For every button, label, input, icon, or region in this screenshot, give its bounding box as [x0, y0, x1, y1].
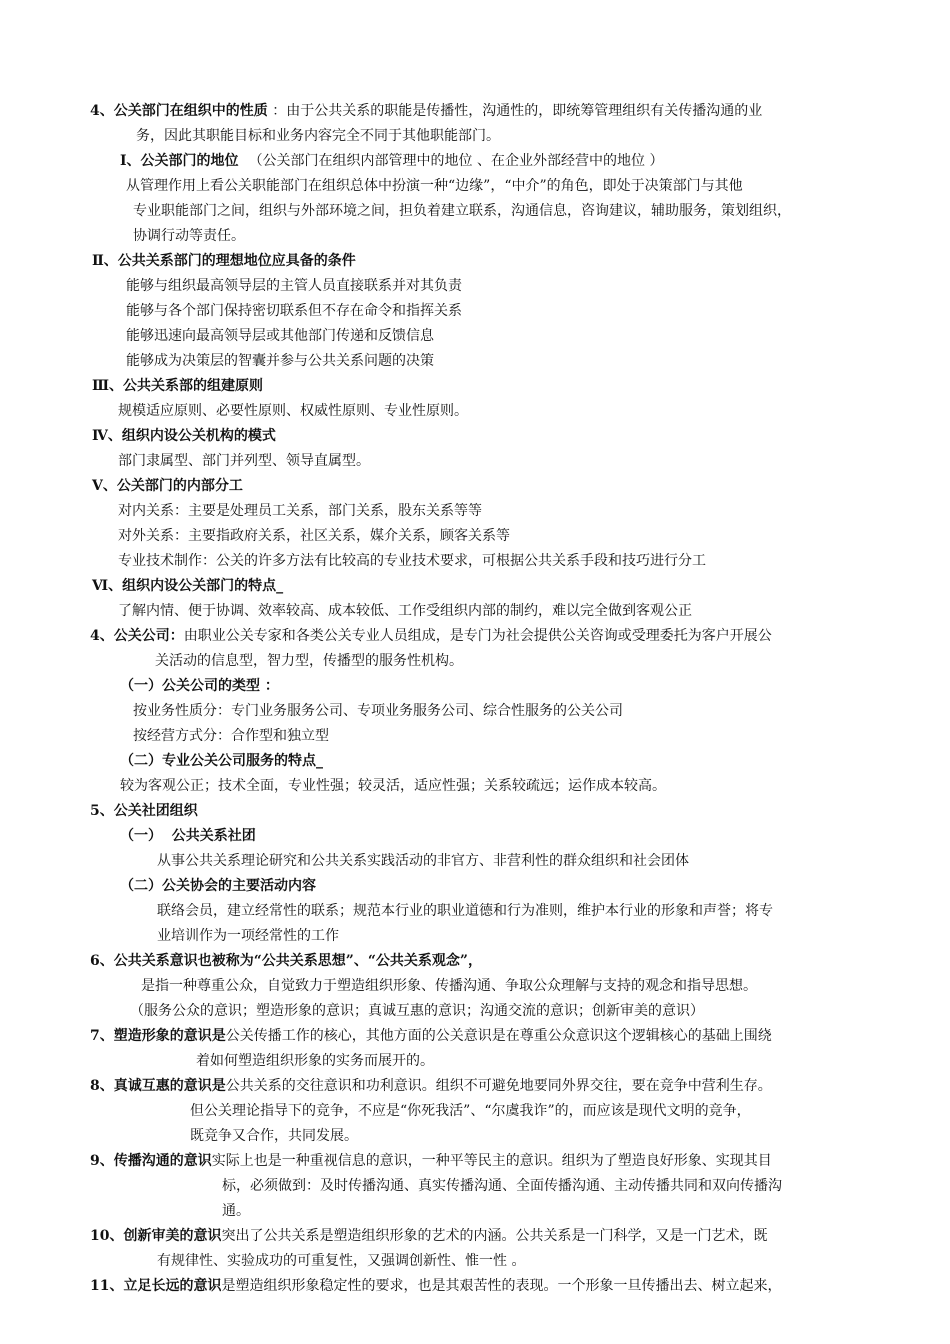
roman-6-heading: Ⅵ、组织内设公关部门的特点_	[92, 578, 284, 594]
pr-association-heading: （二）公关协会的主要活动内容	[120, 878, 316, 894]
roman-3-heading: Ⅲ、公共关系部的组建原则	[92, 378, 264, 394]
roman-5-item: 专业技术制作：公关的许多方法有比较高的专业技术要求，可根据公共关系手段和技巧进行分工	[118, 553, 706, 569]
section-4-heading: 4、公关部门在组织中的性质	[90, 103, 268, 119]
section-8-text: 公共关系的交往意识和功利意识。组织不可避免地要同外界交往，要在竞争中营利生存。	[225, 1078, 772, 1094]
company-features-text: 较为客观公正；技术全面，专业性强；较灵活，适应性强；关系较疏远；运作成本较高。	[120, 778, 666, 794]
section-6-heading: 6、公共关系意识也被称为“公共关系思想”、“公共关系观念”，	[90, 953, 482, 969]
section-9-line-3: 通。	[222, 1203, 250, 1219]
company-type-item: 按业务性质分：专门业务服务公司、专项业务服务公司、综合性服务的公关公司	[133, 703, 623, 719]
section-7-heading: 7、塑造形象的意识是	[90, 1028, 226, 1044]
subsection-company-types-heading: （一）公关公司的类型 ：	[120, 678, 279, 694]
roman-4-heading: Ⅳ、组织内设公关机构的模式	[92, 428, 276, 444]
section-8-line-1	[90, 1076, 772, 1096]
roman-1-line	[120, 151, 663, 171]
roman-1-paragraph-1: 从管理作用上看公关职能部门在组织总体中扮演一种“边缘”，“中介”的角色，即处于决策部门与其他	[126, 178, 743, 194]
section-10-line-2: 有规律性、实验成功的可重复性，又强调创新性、惟一性 。	[157, 1253, 526, 1269]
section-11-heading: 11、立足长远的意识	[90, 1278, 222, 1294]
roman-3-text: 规模适应原则、必要性原则、权威性原则、专业性原则。	[118, 403, 468, 419]
roman-2-item: 能够与组织最高领导层的主管人员直接联系并对其负责	[126, 278, 462, 294]
roman-2-heading: Ⅱ、公共关系部门的理想地位应具备的条件	[92, 253, 356, 269]
section-9-line-2: 标，必须做到：及时传播沟通、真实传播沟通、全面传播沟通、主动传播共同和双向传播沟	[222, 1178, 782, 1194]
company-type-item: 按经营方式分：合作型和独立型	[133, 728, 329, 744]
section-4-text: ：由于公共关系的职能是传播性，沟通性的，即统筹管理组织有关传播沟通的业	[267, 103, 763, 119]
section-9-text: 实际上也是一种重视信息的意识，一种平等民主的意识。组织为了塑造良好形象、实现其目	[211, 1153, 772, 1169]
roman-1-heading: Ⅰ、公关部门的地位	[120, 153, 239, 169]
pr-association-text-1: 联络会员，建立经常性的联系；规范本行业的职业道德和行为准则，维护本行业的形象和声誉；将专	[157, 903, 773, 919]
section-7-line-2: 着如何塑造组织形象的实务而展开的。	[196, 1053, 434, 1069]
section-5-heading: 5、公关社团组织	[90, 803, 198, 819]
section-8-heading: 8、真诚互惠的意识是	[90, 1078, 226, 1094]
section-10-heading: 10、创新审美的意识	[90, 1228, 222, 1244]
roman-2-item: 能够成为决策层的智囊并参与公共关系问题的决策	[126, 353, 434, 369]
section-7-text: 公关传播工作的核心，其他方面的公关意识是在尊重公众意识这个逻辑核心的基础上围绕	[225, 1028, 772, 1044]
section-9-line-1	[90, 1151, 772, 1171]
section-8-line-2: 但公关理论指导下的竞争，不应是“你死我活”、“尔虞我诈”的，而应该是现代文明的竞争，	[190, 1103, 751, 1119]
roman-1-paragraph-2: 专业职能部门之间，组织与外部环境之间，担负着建立联系，沟通信息，咨询建议，辅助服务，策划组织，	[133, 203, 791, 219]
pr-society-heading: （一） 公共关系社团	[120, 828, 256, 844]
section-10-text: 突出了公共关系是塑造组织形象的艺术的内涵。公共关系是一门科学，又是一门艺术，既	[221, 1228, 768, 1244]
roman-1-paragraph-3: 协调行动等责任。	[133, 228, 245, 244]
section-4b-heading: 4、公关公司：	[90, 628, 184, 644]
subsection-company-features-heading: （二）专业公关公司服务的特点_	[120, 753, 323, 769]
roman-5-item: 对内关系：主要是处理员工关系，部门关系，股东关系等等	[118, 503, 482, 519]
roman-2-item: 能够与各个部门保持密切联系但不存在命令和指挥关系	[126, 303, 462, 319]
section-11-text: 是塑造组织形象稳定性的要求，也是其艰苦性的表现。一个形象一旦传播出去、树立起来，	[221, 1278, 782, 1294]
roman-5-heading: Ⅴ、公关部门的内部分工	[92, 478, 243, 494]
section-4-line-1	[90, 101, 762, 121]
section-6-text-2: （服务公众的意识；塑造形象的意识；真诚互惠的意识；沟通交流的意识；创新审美的意识）	[130, 1003, 704, 1019]
section-11-line-1	[90, 1276, 781, 1296]
section-10-line-1	[90, 1226, 767, 1246]
roman-5-item: 对外关系：主要指政府关系，社区关系，媒介关系，顾客关系等	[118, 528, 510, 544]
section-4b-line-2: 关活动的信息型，智力型，传播型的服务性机构。	[155, 653, 463, 669]
section-4b-text: 由职业公关专家和各类公关专业人员组成，是专门为社会提供公关咨询或受理委托为客户开展公	[183, 628, 772, 644]
section-9-heading: 9、传播沟通的意识	[90, 1153, 212, 1169]
section-4b-line-1	[90, 626, 772, 646]
roman-2-item: 能够迅速向最高领导层或其他部门传递和反馈信息	[126, 328, 434, 344]
section-6-text-1: 是指一种尊重公众，自觉致力于塑造组织形象、传播沟通、争取公众理解与支持的观念和指导思想。	[141, 978, 757, 994]
roman-4-text: 部门隶属型、部门并列型、领导直属型。	[118, 453, 370, 469]
pr-association-text-2: 业培训作为一项经常性的工作	[157, 928, 339, 944]
section-7-line-1	[90, 1026, 772, 1046]
section-4-line-2: 务，因此其职能目标和业务内容完全不同于其他职能部门。	[136, 128, 500, 144]
section-8-line-3: 既竞争又合作，共同发展。	[190, 1128, 358, 1144]
roman-1-note: （公关部门在组织内部管理中的地位 、在企业外部经营中的地位 ）	[248, 153, 664, 169]
pr-society-text: 从事公共关系理论研究和公共关系实践活动的非官方、非营利性的群众组织和社会团体	[157, 853, 689, 869]
roman-6-text: 了解内情、便于协调、效率较高、成本较低、工作受组织内部的制约，难以完全做到客观公正	[118, 603, 692, 619]
